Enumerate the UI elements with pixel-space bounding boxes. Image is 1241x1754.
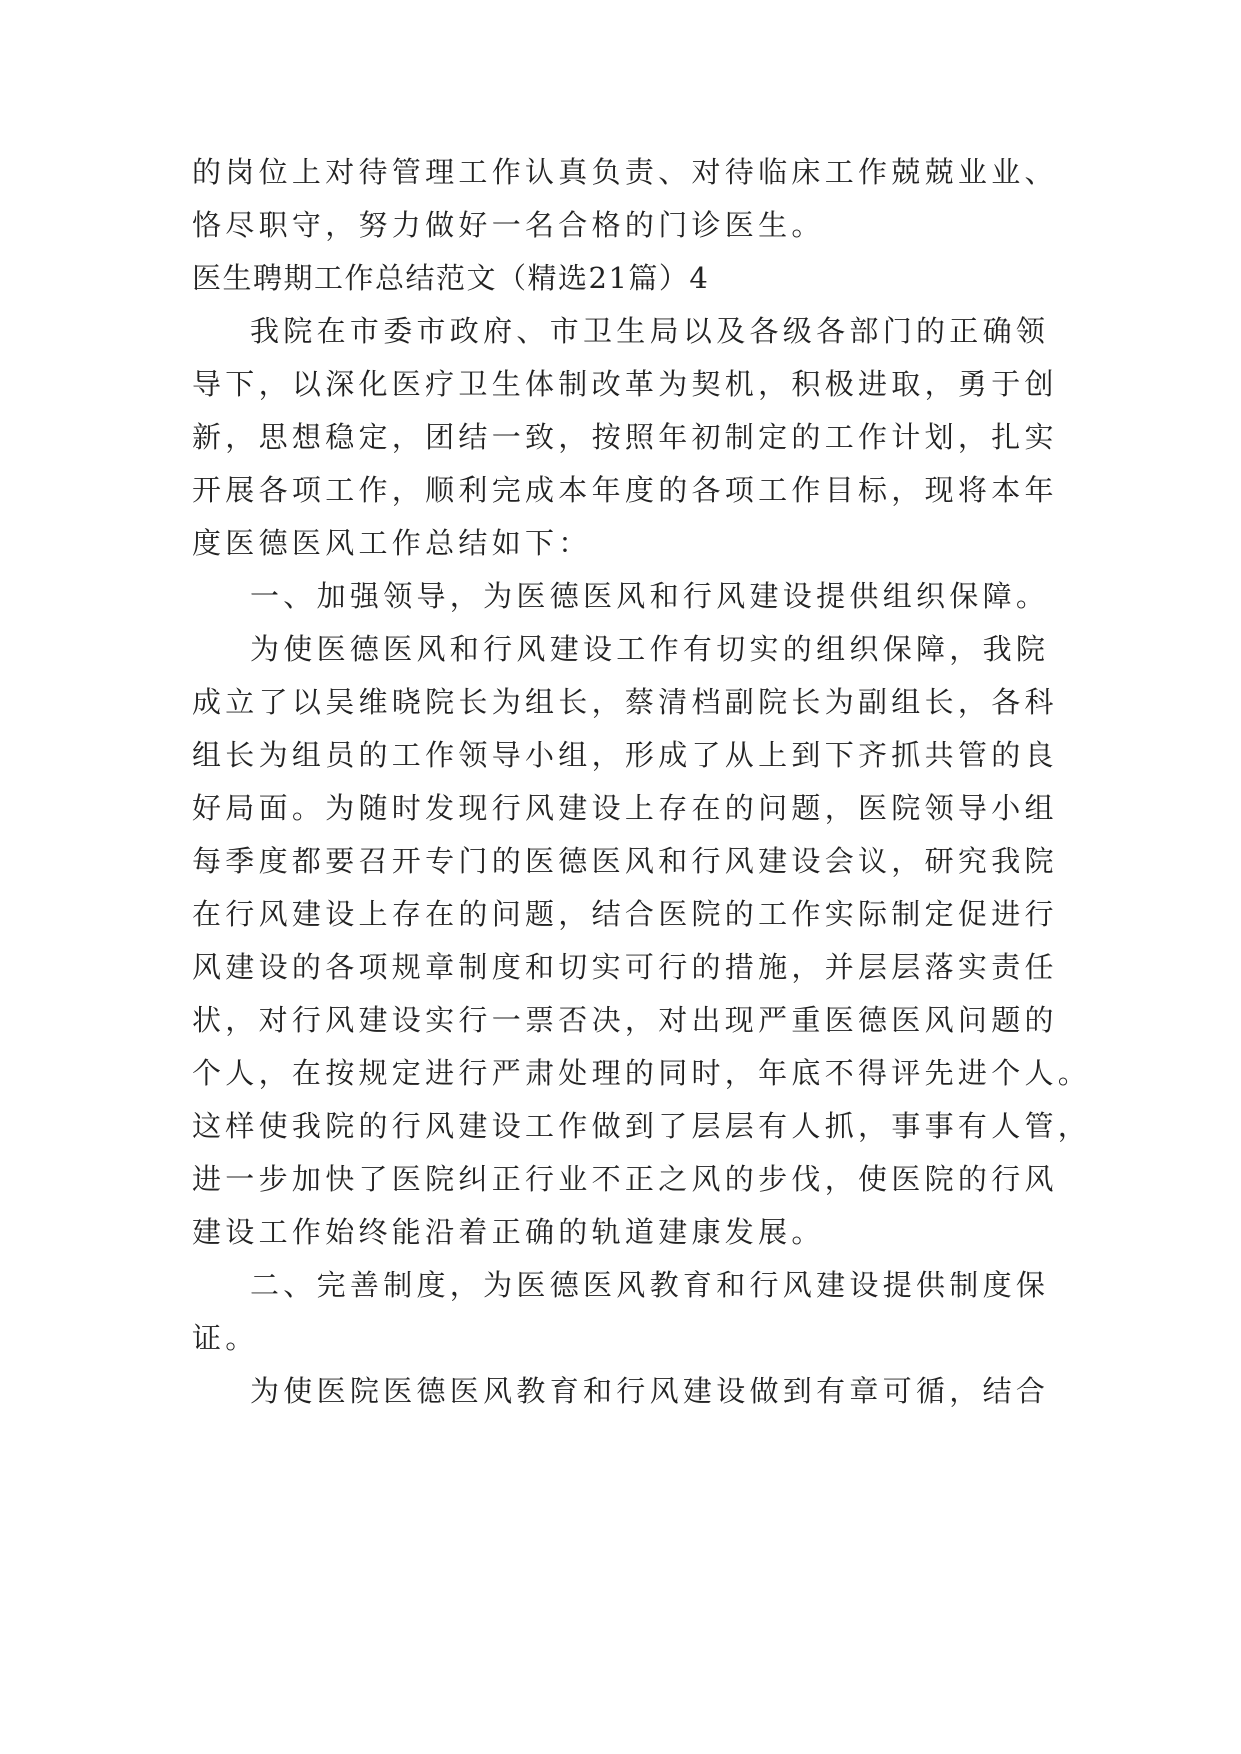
text-line: 恪尽职守，努力做好一名合格的门诊医生。	[192, 208, 825, 242]
text-line: 风建设的各项规章制度和切实可行的措施，并层层落实责任	[192, 950, 1058, 984]
text-line: 进一步加快了医院纠正行业不正之风的步伐，使医院的行风	[192, 1162, 1058, 1196]
text-line: 度医德医风工作总结如下：	[192, 526, 592, 560]
subheading: 一、加强领导，为医德医风和行风建设提供组织保障。	[250, 579, 1050, 613]
text-line: 的岗位上对待管理工作认真负责、对待临床工作兢兢业业、	[192, 155, 1058, 189]
paragraph-start: 为使医德医风和行风建设工作有切实的组织保障，我院	[250, 632, 1050, 666]
text-line: 新，思想稳定，团结一致，按照年初制定的工作计划，扎实	[192, 420, 1058, 454]
text-line: 成立了以吴维晓院长为组长，蔡清档副院长为副组长，各科	[192, 685, 1058, 719]
text-line: 这样使我院的行风建设工作做到了层层有人抓，事事有人管，	[192, 1109, 1092, 1143]
text-line: 导下，以深化医疗卫生体制改革为契机，积极进取，勇于创	[192, 367, 1058, 401]
text-line: 状，对行风建设实行一票否决，对出现严重医德医风问题的	[192, 1003, 1058, 1037]
text-line: 组长为组员的工作领导小组，形成了从上到下齐抓共管的良	[192, 738, 1058, 772]
paragraph-start: 我院在市委市政府、市卫生局以及各级各部门的正确领	[250, 314, 1050, 348]
text-line: 开展各项工作，顺利完成本年度的各项工作目标，现将本年	[192, 473, 1058, 507]
text-line: 个人，在按规定进行严肃处理的同时，年底不得评先进个人。	[192, 1056, 1092, 1090]
text-line: 建设工作始终能沿着正确的轨道建康发展。	[192, 1215, 825, 1249]
text-line: 好局面。为随时发现行风建设上存在的问题，医院领导小组	[192, 791, 1058, 825]
text-line: 证。	[192, 1321, 259, 1355]
text-line: 每季度都要召开专门的医德医风和行风建设会议，研究我院	[192, 844, 1058, 878]
subheading: 二、完善制度，为医德医风教育和行风建设提供制度保	[250, 1268, 1050, 1302]
section-title: 医生聘期工作总结范文（精选21篇）4	[192, 261, 710, 295]
text-line: 在行风建设上存在的问题，结合医院的工作实际制定促进行	[192, 897, 1058, 931]
paragraph-start: 为使医院医德医风教育和行风建设做到有章可循，结合	[250, 1374, 1050, 1408]
